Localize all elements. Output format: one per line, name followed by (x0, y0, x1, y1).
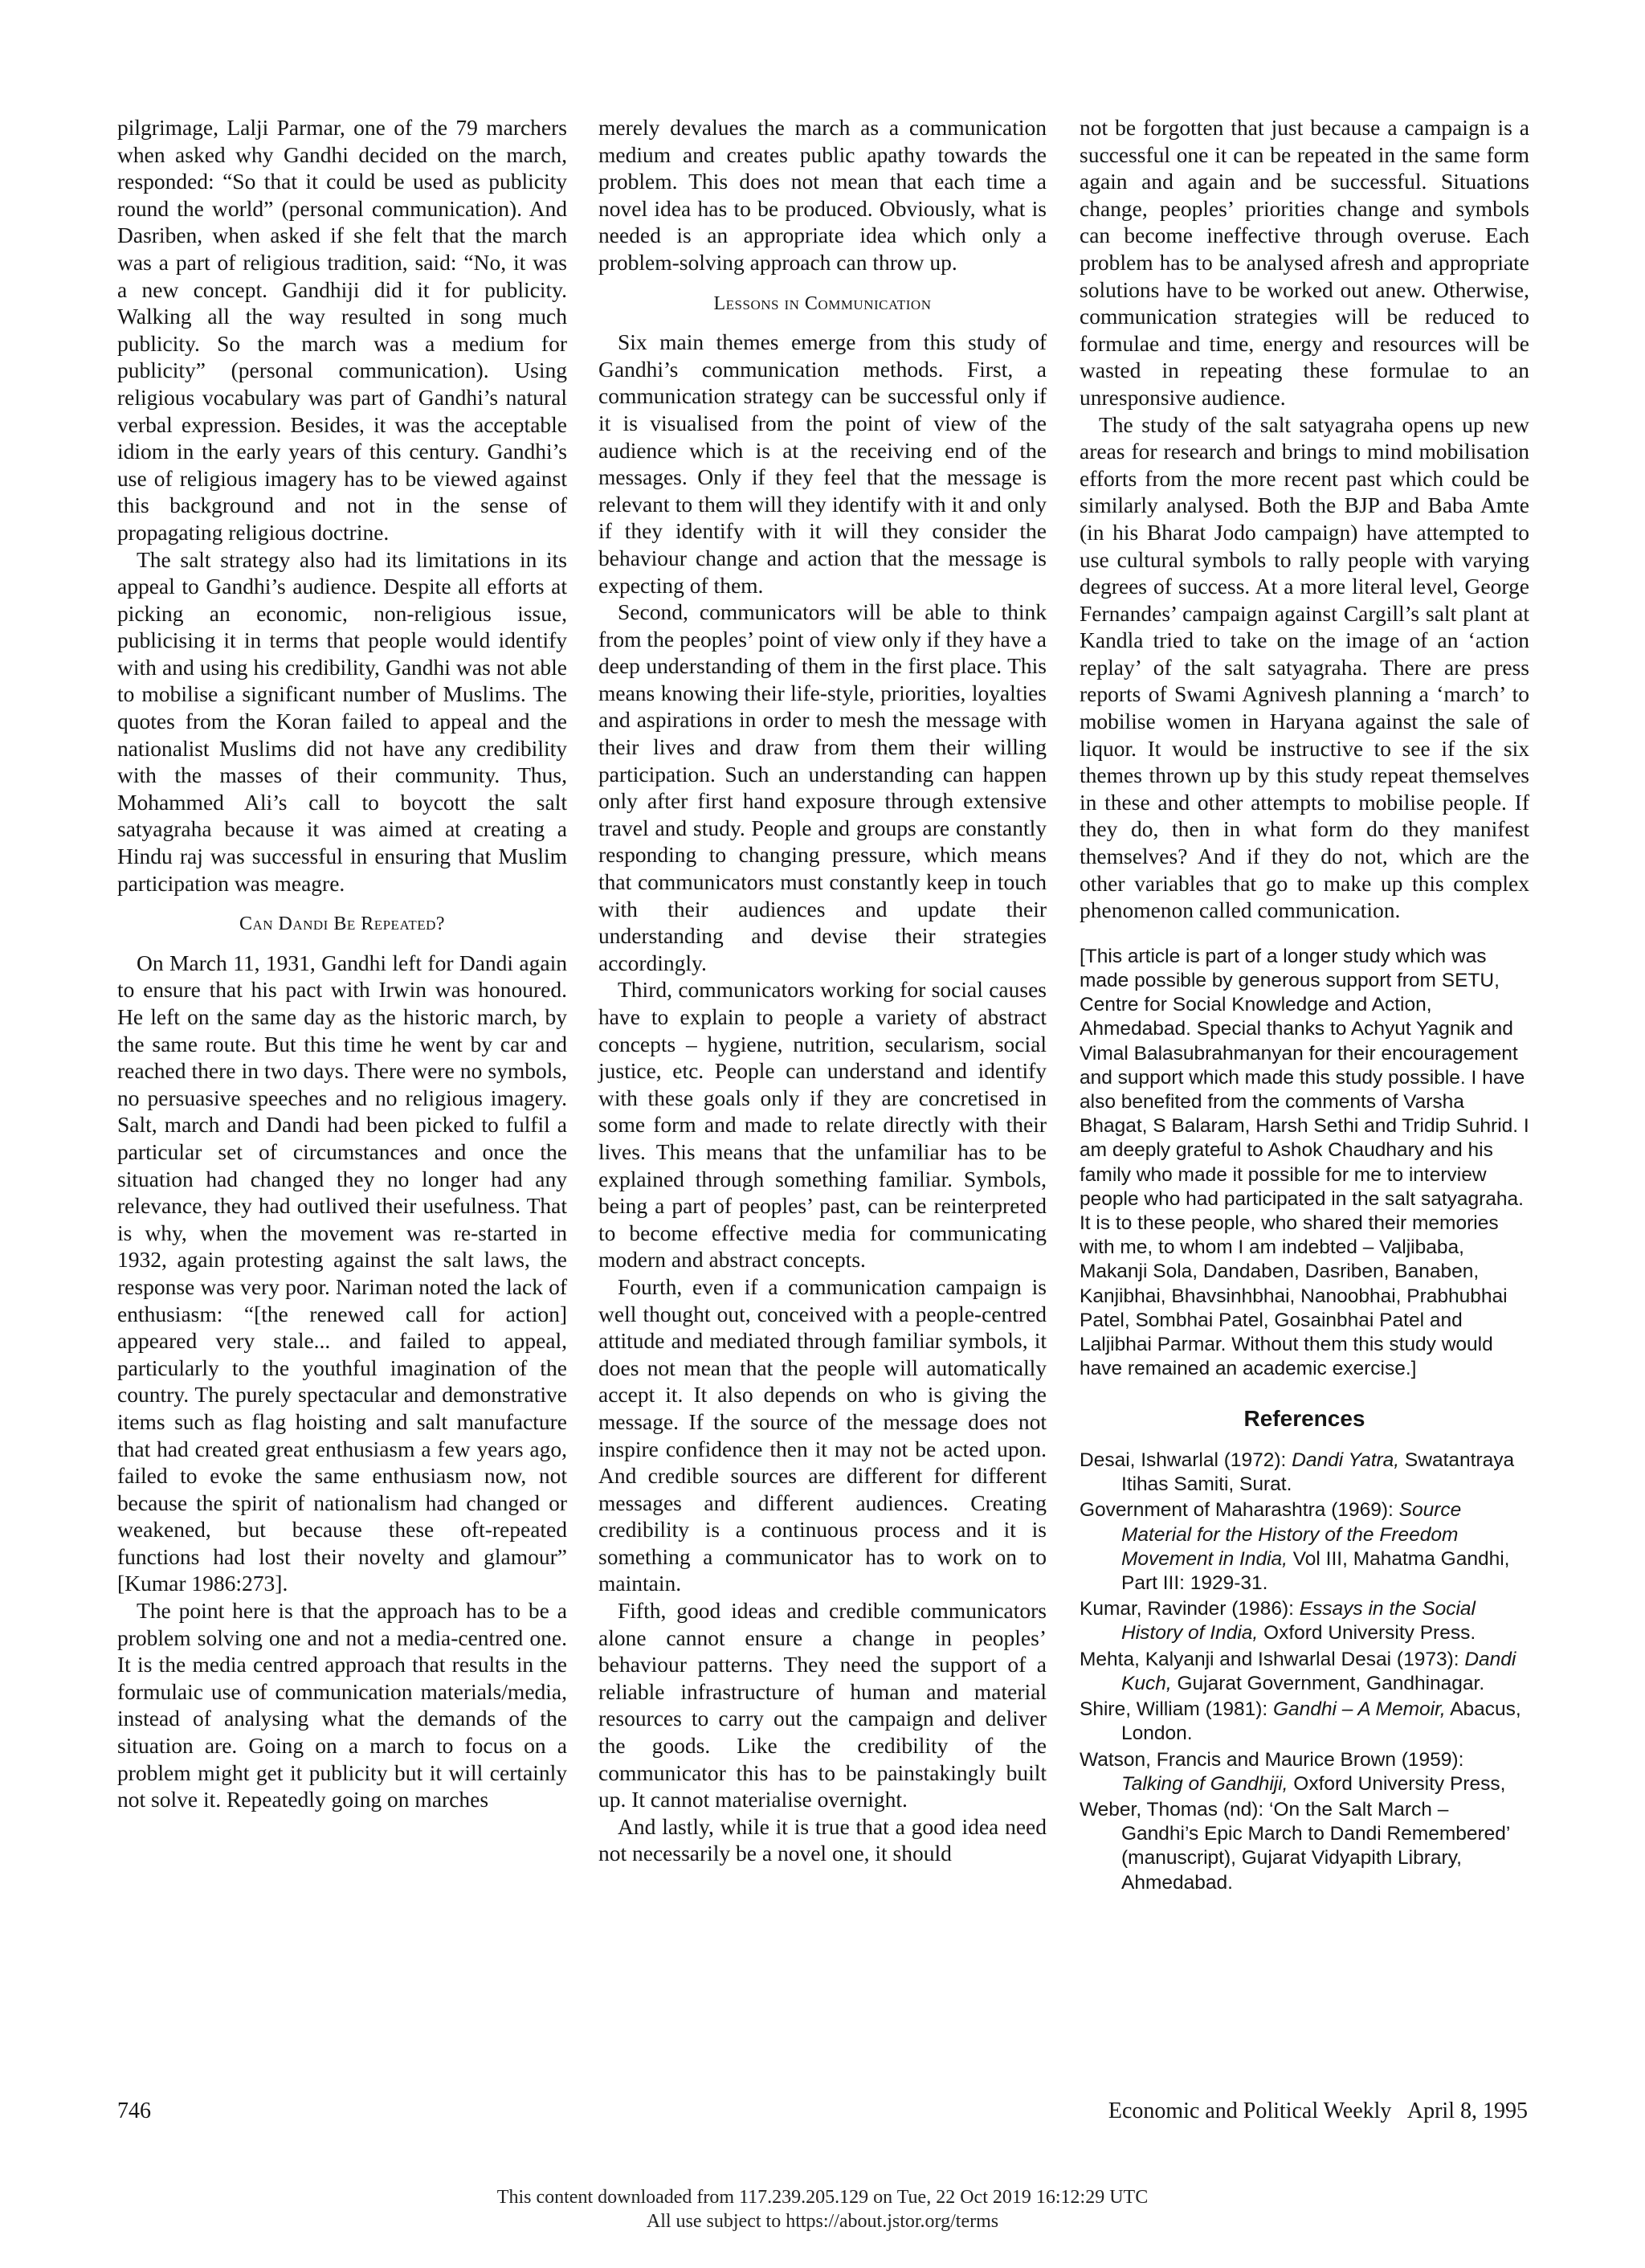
page-number: 746 (117, 2098, 151, 2123)
reference-entry: Mehta, Kalyanji and Ishwarlal Desai (1973): Dandi Kuch, Gujarat Government, Gandhinagar. (1080, 1648, 1516, 1694)
section-heading: Can Dandi Be Repeated? (239, 913, 446, 935)
column-3 (1080, 114, 1529, 1897)
reference-entry: Weber, Thomas (nd): ‘On the Salt March – Gandhi’s Epic March to Dandi Remembered’ (manuscript), Gujarat Vidyapith Library, Ahmedabad. (1080, 1798, 1510, 1894)
paragraph: The salt strategy also had its limitations in its appeal to Gandhi’s audience. Despite all efforts at picking an economic, non-religious issue, publicising it in terms that people would identify with and using his credibility, Gandhi was not able to mobilise a significant number of Muslims. The quotes from the Koran failed to appeal and the nationalist Muslims did not have any credibility with the masses of their community. Thus, Mohammed Ali’s call to boycott the salt satyagraha because it was aimed at creating a Hindu raj was successful in ensuring that Muslim participation was meagre. (117, 546, 567, 896)
paragraph: The study of the salt satyagraha opens up new areas for research and brings to mind mobilisation efforts from the more recent past which could be similarly analysed. Both the BJP and Baba Amte (in his Bharat Jodo campaign) have attempted to use cultural symbols to rally people with varying degrees of success. At a more literal level, George Fernandes’ campaign against Cargill’s salt plant at Kandla tried to take on the image of an ‘action replay’ of the salt satyagraha. There are press reports of Swami Agnivesh planning a ‘march’ to mobilise women in Haryana against the sale of liquor. It would be instructive to see if the six themes thrown up by this study repeat themselves in these and other attempts to mobilise people. If they do, then in what form do they manifest themselves? And if they do not, which are the other variables that go to make up this complex phenomenon called communication. (1080, 411, 1529, 923)
paragraph: And lastly, while it is true that a good idea need not necessarily be a novel one, it should (598, 1813, 1047, 1866)
paragraph: Third, communicators working for social causes have to explain to people a variety of abstract concepts – hygiene, nutrition, secularism, social justice, etc. People can understand and identify with these goals only if they are concretised in some form and made to relate directly with their lives. This means that the unfamiliar has to be explained through something familiar. Symbols, being a part of peoples’ past, can be reinterpreted to become effective media for communicating modern and abstract concepts. (598, 977, 1047, 1273)
column-2 (598, 114, 1047, 1867)
acknowledgement-note: [This article is part of a longer study which was made possible by generous support from SETU, Centre for Social Knowledge and Action, Ahmedabad. Special thanks to Achyut Yagnik and Vimal Balasubrahmanyan for their encouragement and support which made this study possible. I have also benefited from the comments of Varsha Bhagat, S Balaram, Harsh Sethi and Tridip Suhrid. I am deeply grateful to Ashok Chaudhary and his family who made it possible for me to interview people who had participated in the salt satyagraha. It is to these people, who shared their memories with me, to whom I am indebted – Valjibaba, Makanji Sola, Dandaben, Dasriben, Banaben, Kanjibhai, Bhavsinhbhai, Nanoobhai, Prabhubhai Patel, Sombhai Patel, Gosainbhai Patel and Laljibhai Parmar. Without them this study would have remained an academic exercise.] (1080, 945, 1529, 1380)
references-heading: References (1243, 1406, 1365, 1432)
reference-entry: Desai, Ishwarlal (1972): Dandi Yatra, Swatantraya Itihas Samiti, Surat. (1080, 1449, 1515, 1496)
section-heading: Lessons in Communication (713, 292, 932, 314)
paragraph: Second, communicators will be able to think from the peoples’ point of view only if they have a deep understanding of them in the first place. This means knowing their life-style, priorities, loyalties and aspirations in order to mesh the message with their lives and draw from them their willing participation. Such an understanding can happen only after first hand exposure through extensive travel and study. People and groups are constantly responding to changing pressure, which means that communicators must constantly keep in touch with their audiences and update their understanding and devise their strategies accordingly. (598, 599, 1047, 975)
paragraph: Fifth, good ideas and credible communicators alone cannot ensure a change in peoples’ behaviour patterns. They need the support of a reliable infrastructure of human and material resources to carry out the campaign and deliver the goods. Like the credibility of the communicator this has to be painstakingly built up. It cannot materialise overnight. (598, 1598, 1047, 1812)
column-1 (117, 114, 567, 1813)
reference-entry: Government of Maharashtra (1969): Source Material for the History of the Freedom Movement in India, Vol III, Mahatma Gandhi, Part III: 1929-31. (1080, 1499, 1510, 1595)
reference-list (1080, 1449, 1529, 1895)
reference-entry: Watson, Francis and Maurice Brown (1959): Talking of Gandhiji, Oxford University Press, (1080, 1748, 1506, 1795)
paragraph: pilgrimage, Lalji Parmar, one of the 79 marchers when asked why Gandhi decided on the march, responded: “So that it could be used as publicity round the world” (personal communication). And Dasriben, when asked if she felt that the march was a part of religious tradition, said: “No, it was a new concept. Gandhiji did it for publicity. Walking all the way resulted in song much publicity. So the march was a medium for publicity” (personal communication). Using religious vocabulary was part of Gandhi’s natural verbal expression. Besides, it was the acceptable idiom in the early years of this century. Gandhi’s use of religious imagery has to be viewed against this background and not in the sense of propagating religious doctrine. (117, 115, 567, 545)
paragraph: Six main themes emerge from this study of Gandhi’s communication methods. First, a communication strategy can be successful only if it is visualised from the point of view of the audience which is at the receiving end of the messages. Only if they feel that the message is relevant to them will they identify with it and only if they identify with it will they consider the behaviour change and action that the message is expecting of them. (598, 329, 1047, 598)
download-notice-line: This content downloaded from 117.239.205.129 on Tue, 22 Oct 2019 16:12:29 UTC (496, 2187, 1149, 2208)
paragraph: On March 11, 1931, Gandhi left for Dandi again to ensure that his pact with Irwin was honoured. He left on the same day as the historic march, by the same route. But this time he went by car and reached there in two days. There were no symbols, no persuasive speeches and no religious imagery. Salt, march and Dandi had been picked to fulfil a particular set of circumstances and once the situation had changed they no longer had any relevance, they had outlived their usefulness. That is why, when the movement was re-started in 1932, again protesting against the salt laws, the response was very poor. Nariman noted the lack of enthusiasm: “[the renewed call for action] appeared very stale... and failed to appeal, particularly to the youthful imagination of the country. The purely spectacular and demonstrative items such as flag hoisting and salt manufacture that had created great enthusiasm a few years ago, failed to evoke the same enthusiasm now, not because the spirit of nationalism had changed or weakened, but because these oft-repeated functions had lost their novelty and glamour” [Kumar 1986:273]. (117, 950, 567, 1596)
paragraph: merely devalues the march as a communication medium and creates public apathy towards the problem. This does not mean that each time a novel idea has to be produced. Obviously, what is needed is an appropriate idea which only a problem-solving approach can throw up. (598, 115, 1047, 275)
paragraph: not be forgotten that just because a campaign is a successful one it can be repeated in the same form again and again and be successful. Situations change, peoples’ priorities change and symbols can become ineffective through overuse. Each problem has to be analysed afresh and appropriate solutions have to be worked out anew. Otherwise, communication strategies will be reduced to formulae and time, energy and resources will be wasted in repeating these formulae to an unresponsive audience. (1080, 115, 1529, 410)
journal-footer: Economic and Political Weekly April 8, 1995 (1108, 2098, 1528, 2123)
reference-entry: Kumar, Ravinder (1986): Essays in the Social History of India, Oxford University Press. (1080, 1598, 1476, 1645)
terms-link[interactable]: All use subject to https://about.jstor.org/terms (646, 2211, 999, 2232)
paragraph: Fourth, even if a communication campaign is well thought out, conceived with a people-centred attitude and mediated through familiar symbols, it does not mean that the people will automatically accept it. It also depends on who is giving the message. If the source of the message does not inspire confidence then it may not be acted upon. And credible sources are different for different messages and different audiences. Creating credibility is a continuous process and it is something a communicator has to work on to maintain. (598, 1273, 1047, 1596)
reference-entry: Shire, William (1981): Gandhi – A Memoir, Abacus, London. (1080, 1698, 1521, 1745)
download-notice (0, 2185, 1645, 2233)
paragraph: The point here is that the approach has to be a problem solving one and not a media-centred one. It is the media centred approach that results in the formulaic use of communication materials/media, instead of analysing what the demands of the situation are. Going on a march to focus on a problem might get it publicity but it will certainly not solve it. Repeatedly going on marches (117, 1598, 567, 1812)
